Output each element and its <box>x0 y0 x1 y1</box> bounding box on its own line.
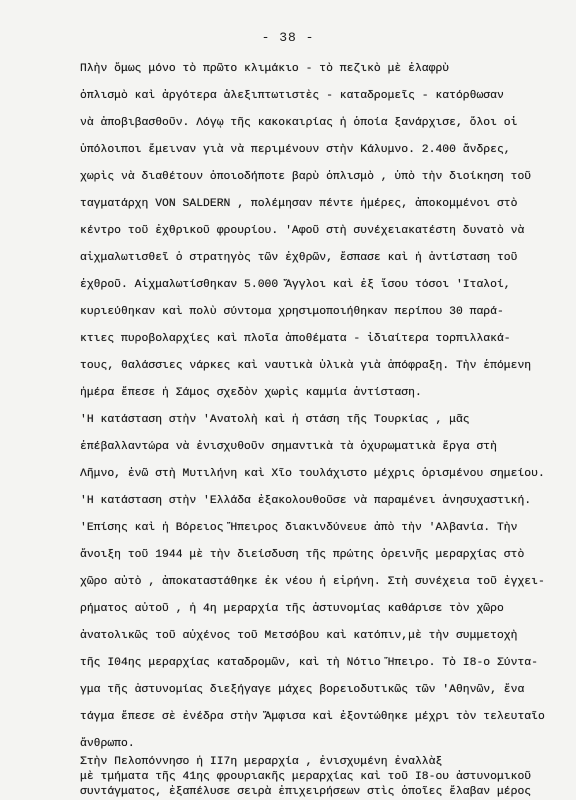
text-line: χωρὶς νὰ διαθέτουν ὁποιοδήποτε βαρὺ ὁπλισμὸ , ὑπὸ τὴν διοίκηση τοῦ <box>80 171 532 183</box>
page-number: - 38 - <box>261 30 315 45</box>
text-line: ἐχθροῦ. Αἰχμαλωτίσθηκαν 5.000 Ἄγγλοι καὶ ἐξ ἴσου τόσοι 'Ιταλοί, <box>80 279 511 291</box>
text-line: 'Η κατάσταση στὴν 'Ανατολὴ καὶ ἡ στάση τῆς Τουρκίας , μᾶς <box>80 414 470 426</box>
text-line: νὰ ἀποβιβασθοῦν. Λόγῳ τῆς κακοκαιρίας ἡ ὁποία ξανάρχισε, ὅλοι οἱ <box>80 117 518 129</box>
text-line: 'Η κατάσταση στὴν 'Ελλάδα ἐξακολουθοῦσε νὰ παραμένει ἀνησυχαστική. <box>80 495 532 507</box>
text-line: ὑπόλοιποι ἔμειναν γιὰ νὰ περιμένουν στὴν Κάλυμνο. 2.400 ἄνδρες, <box>80 144 511 156</box>
text-line: Πλὴν ὅμως μόνο τὸ πρῶτο κλιμάκιο - τὸ πεζικὸ μὲ ἐλαφρὺ <box>80 63 450 75</box>
text-line: ἄνοιξη τοῦ 1944 μὲ τὴν διείσδυση τῆς πρώτης ὀρεινῆς μεραρχίας στὸ <box>80 549 525 561</box>
text-line: ἡμέρα ἔπεσε ἡ Σάμος σχεδὸν χωρὶς καμμία ἀντίσταση. <box>80 387 422 399</box>
text-line: τάγμα ἔπεσε σὲ ἐνέδρα στὴν Ἄμφισα καὶ ἐξοντώθηκε μέχρι τὸν τελευταῖο <box>80 711 545 723</box>
text-line: ἀνατολικῶς τοῦ αὐχένος τοῦ Μετσόβου καὶ κατόπιν,μὲ τὴν συμμετοχὴ <box>80 630 518 642</box>
text-line: Στὴν Πελοπόννησο ἡ ΙΙ7η μεραρχία , ἐνισχυμένη ἐναλλὰξ <box>80 756 443 768</box>
text-line: αἰχμαλωτισθεῖ ὁ στρατηγὸς τῶν ἐχθρῶν, ἔσπασε καὶ ἡ ἀντίσταση τοῦ <box>80 252 518 264</box>
text-line: συντάγματος, ἐξαπέλυσε σειρὰ ἐπιχειρήσεων στὶς ὁποῖες ἔλαβαν μέρος <box>80 786 532 798</box>
text-line: τῆς Ι04ης μεραρχίας καταδρομῶν, καὶ τὴ Νότιο Ἤπειρο. Τὸ Ι8-ο Σύντα- <box>80 657 538 669</box>
text-line: Λῆμνο, ἐνῶ στὴ Μυτιλήνη καὶ Χῖο τουλάχιστο μέχρις ὁρισμένου σημείου. <box>80 468 545 480</box>
text-line: χῶρο αὐτὸ , ἀποκαταστάθηκε ἐκ νέου ἡ εἰρήνη. Στὴ συνέχεια τοῦ ἐγχει- <box>80 576 545 588</box>
text-line: κτιες πυροβολαρχίες καὶ πλοῖα ἀποθέματα - ἰδιαίτερα τορπιλλακά- <box>80 333 511 345</box>
text-line: κέντρο τοῦ ἐχθρικοῦ φρουρίου. 'Αφοῦ στὴ συνέχειακατέστη δυνατὸ νὰ <box>80 225 525 237</box>
text-line: ρήματος αὐτοῦ , ἡ 4η μεραρχία τῆς ἀστυνομίας καθάρισε τὸν χῶρο <box>80 603 504 615</box>
text-line: ἄνθρωπο. <box>80 738 135 750</box>
text-line: τους, θαλάσσιες νάρκες καὶ ναυτικὰ ὑλικὰ γιὰ ἀπόφραξη. Τὴν ἑπόμενη <box>80 360 532 372</box>
text-line: μὲ τμήματα τῆς 41ης φρουριακῆς μεραρχίας καὶ τοῦ Ι8-ου ἀστυνομικοῦ <box>80 771 532 783</box>
text-line: ταγματάρχη VON SALDERN , πολέμησαν πέντε ἡμέρες, ἀποκομμένοι στὸ <box>80 198 518 210</box>
text-line: κυριεύθηκαν καὶ πολὺ σύντομα χρησιμοποιήθηκαν περίπου 30 παρά- <box>80 306 504 318</box>
text-line: γμα τῆς ἀστυνομίας διεξήγαγε μάχες βορειοδυτικῶς τῶν 'Αθηνῶν, ἕνα <box>80 684 525 696</box>
text-line: ἐπέβαλλαντώρα νὰ ἐνισχυθοῦν σημαντικὰ τὰ ὀχυρωματικὰ ἔργα στὴ <box>80 441 497 453</box>
text-line: 'Επίσης καὶ ἡ Βόρειος Ἤπειρος διακινδύνευε ἀπὸ τὴν 'Αλβανία. Τὴν <box>80 522 518 534</box>
text-line: ὁπλισμὸ καὶ ἀργότερα ἀλεξιπτωτιστὲς - καταδρομεῖς - κατόρθωσαν <box>80 90 504 102</box>
